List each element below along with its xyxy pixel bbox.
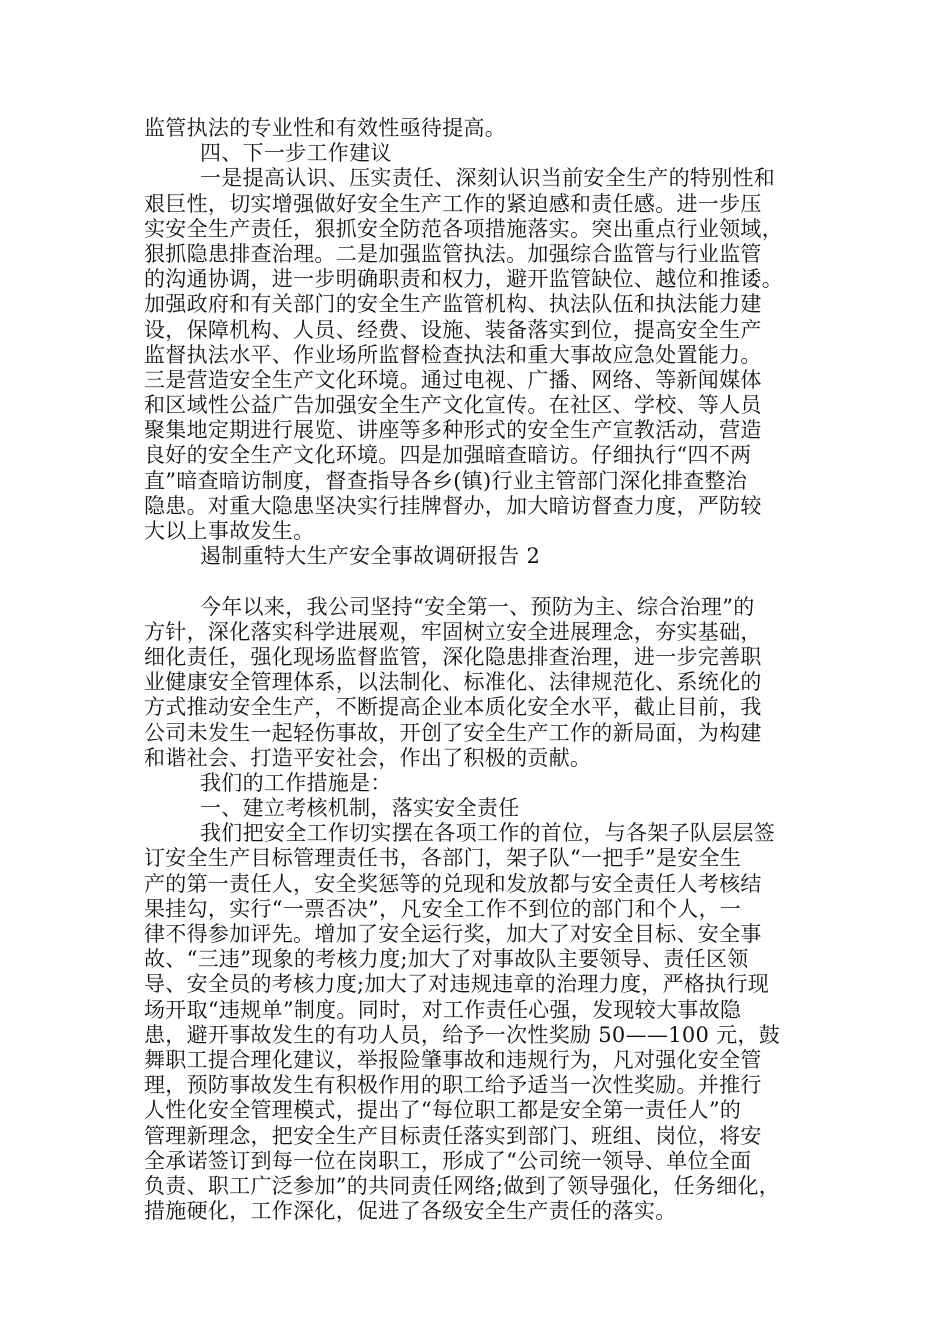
text-line: 监督执法水平、作业场所监督检查执法和重大事故应急处置能力。 [144, 342, 762, 367]
blank-line [144, 569, 816, 594]
text-line: 业健康安全管理体系，以法制化、标准化、法律规范化、系统化的 [144, 670, 762, 695]
text-line: 舞职工提合理化建议，举报险肇事故和违规行为，凡对强化安全管 [144, 1047, 762, 1072]
text-line: 隐患。对重大隐患坚决实行挂牌督办，加大暗访督查力度，严防较 [144, 493, 762, 518]
text-line: 的沟通协调，进一步明确职责和权力，避开监管缺位、越位和推诿。 [144, 267, 783, 292]
text-line: 产的第一责任人，安全奖惩等的兑现和发放都与安全责任人考核结 [144, 871, 762, 896]
text-line: 四、下一步工作建议 [200, 141, 392, 166]
text-line: 遏制重特大生产安全事故调研报告 2 [200, 544, 541, 569]
text-line: 大以上事故发生。 [144, 519, 315, 543]
text-line: 一是提高认识、压实责任、深刻认识当前安全生产的特别性和 [200, 166, 776, 191]
text-line: 订安全生产目标管理责任书，各部门，架子队“一把手”是安全生 [144, 846, 742, 871]
text-line: 场开取“违规单”制度。同时，对工作责任心强，发现较大事故隐 [144, 997, 742, 1022]
text-line: 加强政府和有关部门的安全生产监管机构、执法队伍和执法能力建 [144, 292, 762, 317]
text-line: 公司未发生一起轻伤事故，开创了安全生产工作的新局面，为构建 [144, 720, 762, 745]
text-line: 管理新理念，把安全生产目标责任落实到部门、班组、岗位，将安 [144, 1123, 762, 1148]
text-line: 监管执法的专业性和有效性亟待提高。 [144, 116, 507, 140]
text-line: 人性化安全管理模式，提出了“每位职工都是安全第一责任人”的 [144, 1098, 742, 1123]
text-line: 律不得参加评先。增加了安全运行奖，加大了对安全目标、安全事 [144, 922, 762, 946]
text-line: 细化责任，强化现场监督监管，深化隐患排查治理，进一步完善职 [144, 644, 762, 669]
text-line: 和谐社会、打造平安社会，作出了积极的贡献。 [144, 745, 592, 770]
text-line: 实安全生产责任，狠抓安全防范各项措施落实。突出重点行业领域， [144, 216, 783, 241]
text-line: 理，预防事故发生有积极作用的职工给予适当一次性奖励。并推行 [144, 1073, 762, 1098]
text-line: 导、安全员的考核力度;加大了对违规违章的治理力度，严格执行现 [144, 972, 770, 997]
text-line: 艰巨性，切实增强做好安全生产工作的紧迫感和责任感。进一步压 [144, 191, 762, 216]
text-line: 全承诺签订到每一位在岗职工，形成了“公司统一领导、单位全面 [144, 1148, 752, 1173]
text-line: 一、建立考核机制，落实安全责任 [200, 796, 520, 821]
text-line: 狠抓隐患排查治理。二是加强监管执法。加强综合监管与行业监管 [144, 241, 762, 266]
text-line: 良好的安全生产文化环境。四是加强暗查暗访。仔细执行“四不两 [144, 443, 752, 468]
text-line: 设，保障机构、人员、经费、设施、装备落实到位，提高安全生产 [144, 317, 762, 342]
text-line: 聚集地定期进行展览、讲座等多种形式的安全生产宣教活动，营造 [144, 418, 762, 443]
text-line: 直”暗查暗访制度，督查指导各乡(镇)行业主管部门深化排查整治 [144, 468, 748, 493]
text-line: 今年以来，我公司坚持“安全第一、预防为主、综合治理”的 [200, 594, 755, 619]
text-line: 我们的工作措施是： [200, 770, 392, 795]
text-line: 方针，深化落实科学进展观，牢固树立安全进展理念，夯实基础， [144, 619, 762, 644]
text-line: 负责、职工广泛参加”的共同责任网络;做到了领导强化，任务细化， [144, 1173, 781, 1198]
text-line: 果挂勾，实行“一票否决”，凡安全工作不到位的部门和个人，一 [144, 896, 742, 921]
text-line: 方式推动安全生产，不断提高企业本质化安全水平，截止目前，我 [144, 695, 762, 720]
text-line: 和区域性公益广告加强安全生产文化宣传。在社区、学校、等人员 [144, 393, 762, 418]
text-line: 三是营造安全生产文化环境。通过电视、广播、网络、等新闻媒体 [144, 367, 762, 392]
text-line: 患，避开事故发生的有功人员，给予一次性奖励 50——100 元，鼓 [144, 1022, 781, 1047]
text-line: 措施硬化，工作深化，促进了各级安全生产责任的落实。 [144, 1199, 677, 1224]
document-body [144, 116, 816, 1224]
text-line: 故、“三违”现象的考核力度;加大了对事故队主要领导、责任区领 [144, 947, 749, 972]
text-line: 我们把安全工作切实摆在各项工作的首位，与各架子队层层签 [200, 821, 776, 846]
